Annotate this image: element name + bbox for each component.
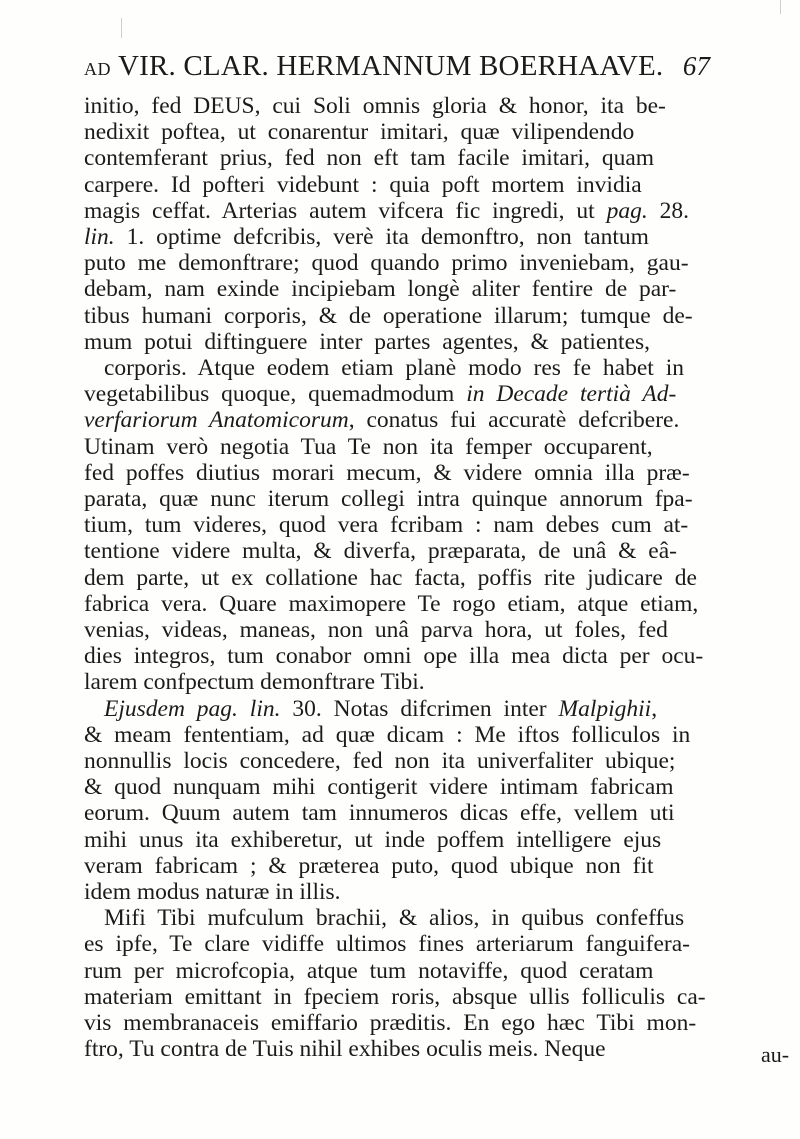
text-run: tentione videre multa, & diverfa, præparata, de unâ & eâ- — [84, 538, 677, 564]
text-run: , conatus fui accuratè defcribere. — [348, 407, 680, 433]
text-run: 28. — [647, 198, 689, 224]
text-run: parata, quæ nunc iterum collegi intra quinque annorum fpa- — [84, 486, 693, 512]
text-run: 1. optime defcribis, verè ita demonftro, non tantum — [114, 224, 649, 250]
italic-run: in Decade tertià Ad- — [466, 381, 677, 407]
italic-run: lin. — [84, 224, 115, 250]
text-run: tium, tum videres, quod vera fcribam : nam debes cum at- — [84, 512, 689, 538]
text-run: Utinam verò negotia Tua Te non ita femper occuparent, — [84, 434, 653, 460]
text-run: dies integros, tum conabor omni ope illa mea dicta per ocu- — [84, 643, 704, 669]
text-run: es ipfe, Te clare vidiffe ultimos fines arteriarum fanguifera- — [84, 931, 690, 957]
italic-run: verfariorum Anatomicorum — [84, 407, 349, 433]
text-run: dem parte, ut ex collatione hac facta, poffis rite judicare de — [84, 565, 697, 591]
running-head-title: VIR. CLAR. HERMANNUM BOERHAAVE. — [117, 50, 664, 82]
text-run: tibus humani corporis, & de operatione illarum; tumque de- — [84, 303, 693, 329]
italic-run: Ejusdem pag. lin. — [104, 696, 281, 722]
text-run: idem modus naturæ in illis. — [84, 879, 341, 905]
text-run: nedixit poftea, ut conarentur imitari, quæ vilipendendo — [84, 119, 635, 145]
text-run: materiam emittant in fpeciem roris, absque ullis folliculis ca- — [84, 984, 706, 1010]
text-run: magis ceffat. Arterias autem vifcera fic ingredi, ut — [84, 198, 607, 224]
text-run: , — [651, 696, 658, 722]
text-run: nonnullis locis concedere, fed non ita univerfaliter ubique; — [84, 748, 676, 774]
text-run: fed poffes diutius morari mecum, & videre omnia illa præ- — [84, 460, 690, 486]
text-run: mihi unus ita exhiberetur, ut inde poffem intelligere ejus — [84, 827, 662, 853]
text-run: vegetabilibus quoque, quemadmodum — [84, 381, 467, 407]
text-run: debam, nam exinde incipiebam longè aliter fentire de par- — [84, 276, 677, 302]
text-run: Mifi Tibi mufculum brachii, & alios, in quibus confeffus — [104, 905, 685, 931]
text-run: corporis. Atque eodem etiam planè modo res fe habet in — [104, 355, 684, 381]
text-run: fabrica vera. Quare maximopere Te rogo etiam, atque etiam, — [84, 591, 699, 617]
text-run: vis membranaceis emiffario præditis. En ego hæc Tibi mon- — [84, 1010, 697, 1036]
text-run: puto me demonftrare; quod quando primo inveniebam, gau- — [84, 250, 689, 276]
page-number: 67 — [682, 51, 711, 81]
text-run: mum potui diftinguere inter partes agentes, & patientes, — [84, 329, 651, 355]
text-run: carpere. Id pofteri videbunt : quia poft mortem invidia — [84, 172, 642, 198]
italic-run: Malpighii — [558, 696, 652, 722]
text-run: & meam fententiam, ad quæ dicam : Me iftos folliculos in — [84, 722, 691, 748]
text-run: contemferant prius, fed non eft tam facile imitari, quam — [84, 145, 655, 171]
text-run: larem confpectum demonftrare Tibi. — [84, 669, 425, 695]
text-run: venias, videas, maneas, non unâ parva hora, ut foles, fed — [84, 617, 668, 643]
text-run: initio, fed DEUS, cui Soli omnis gloria & honor, ita be- — [84, 93, 666, 119]
running-head-prefix: AD — [84, 59, 111, 79]
text-run: veram fabricam ; & præterea puto, quod ubique non fit — [84, 853, 654, 879]
text-run: ftro, Tu contra de Tuis nihil exhibes oculis meis. Neque — [84, 1036, 606, 1062]
paper-blemish — [121, 18, 122, 38]
text-line — [84, 1034, 606, 1065]
paper-blemish — [780, 0, 781, 14]
text-run: eorum. Quum autem tam innumeros dicas effe, vellem uti — [84, 800, 675, 826]
italic-run: pag. — [606, 198, 648, 224]
text-run: 30. Notas difcrimen inter — [280, 696, 559, 722]
text-run: rum per microfcopia, atque tum notaviffe, quod ceratam — [84, 958, 654, 984]
text-run: & quod nunquam mihi contigerit videre intimam fabricam — [84, 774, 674, 800]
catchword: au- — [761, 1042, 790, 1067]
